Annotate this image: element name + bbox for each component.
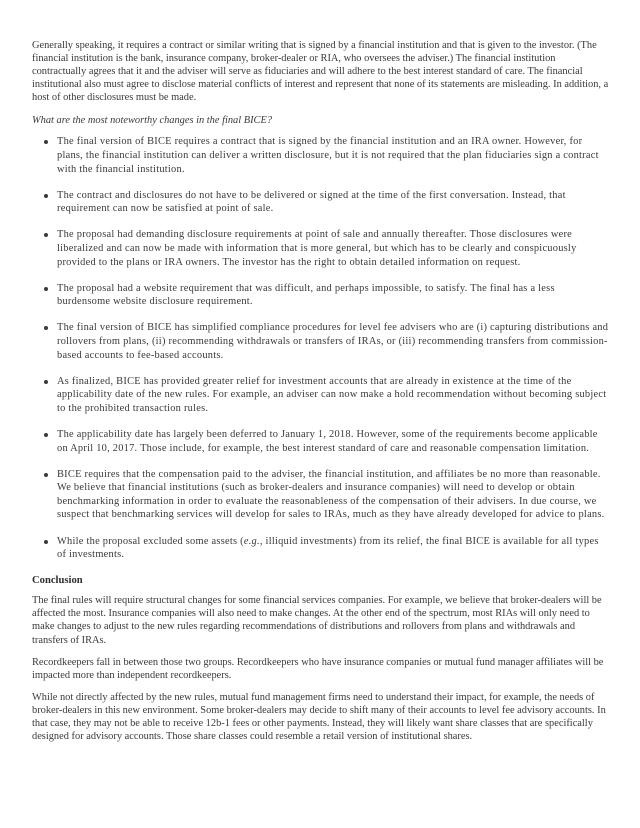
bullet-icon <box>44 540 48 544</box>
list-item <box>32 321 610 362</box>
document-page <box>32 39 610 752</box>
conclusion-paragraph: Recordkeepers fall in between those two groups. Recordkeepers who have insurance companies or mutual fund manager affiliates will be impacted more than independent recordkeepers. <box>32 656 604 681</box>
list-item <box>32 535 610 562</box>
section-question: What are the most noteworthy changes in the final BICE? <box>32 115 273 127</box>
list-item-text: The contract and disclosures do not have to be delivered or signed at the time of the first conversation. Instead, that requirement can now be satisfied at point of sale. <box>57 189 566 215</box>
list-item-text: The final version of BICE requires a contract that is signed by the financial institution and an IRA owner. However, for plans, the financial institution can deliver a written disclosure, but it is not required that the plan fiduciaries sign a contract with the financial institution. <box>57 136 599 175</box>
bullet-icon <box>44 194 48 198</box>
bullet-icon <box>44 380 48 384</box>
list-item <box>32 468 610 522</box>
list-item <box>32 135 610 176</box>
bullet-icon <box>44 287 48 291</box>
list-item-text-after: , illiquid investments) from its relief, the final BICE is available for all types of investments. <box>57 535 599 561</box>
list-item-text-italic: e.g. <box>243 535 260 547</box>
conclusion-heading: Conclusion <box>32 575 83 587</box>
bullet-icon <box>44 473 48 477</box>
list-item-text: The proposal had a website requirement that was difficult, and perhaps impossible, to satisfy. The final has a less burdensome website disclosure requirement. <box>57 282 555 308</box>
list-item <box>32 228 610 269</box>
list-item <box>32 375 610 416</box>
bullet-icon <box>44 140 48 144</box>
list-item-text: The proposal had demanding disclosure requirements at point of sale and annually thereafter. Those disclosures were liberalized and can now be made with information that is more general, but which has to be clearly and conspicuously provided to the plans or IRA owners. The investor has the right to obtain detailed information on request. <box>57 229 577 268</box>
conclusion-paragraph: The final rules will require structural changes for some financial services companies. For example, we believe that broker-dealers will be affected the most. Insurance companies will also need to make changes. At the other end of the spectrum, most RIAs will only need to make changes to adjust to the new rules regarding recommendations of distributions and rollovers from plans and withdrawals and transfers of IRAs. <box>32 595 602 646</box>
list-item <box>32 189 610 216</box>
list-item-text: As finalized, BICE has provided greater relief for investment accounts that are already in existence at the time of the applicability date of the new rules. For example, an adviser can now make a hold recommendation without becoming subject to the prohibited transaction rules. <box>57 375 607 414</box>
list-item-text: BICE requires that the compensation paid to the adviser, the financial institution, and affiliates be no more than reasonable. We believe that financial institutions (such as broker-dealers and insurance companies) will need to develop or obtain benchmarking information in order to evaluate the reasonableness of the compensation of their advisers. In due course, we suspect that benchmarking services will develop for sales to IRAs, much as they have already developed for advice to plans. <box>57 468 605 521</box>
bullet-icon <box>44 326 48 330</box>
list-item <box>32 428 610 455</box>
conclusion-paragraph: While not directly affected by the new rules, mutual fund management firms need to understand their impact, for example, the needs of broker-dealers in this new environment. Some broker-dealers may decide to shift many of their accounts to level fee advisory accounts. In that case, they may not be able to receive 12b-1 fees or other payments. Instead, they will likely want share classes that are specifically designed for advisory accounts. Those share classes could resemble a retail version of institutional shares. <box>32 691 606 743</box>
list-item-text-before: While the proposal excluded some assets ( <box>57 535 244 547</box>
intro-paragraph: Generally speaking, it requires a contract or similar writing that is signed by a financial institution and that is given to the investor. (The financial institution is the bank, insurance company, broker-dealer or RIA, who oversees the adviser.) The financial institution contractually agrees that it and the adviser will serve as fiduciaries and will adhere to the best interest standard of care. The financial institutional also must agree to disclose material conflicts of interest and represent that none of its statements are misleading. In addition, a host of other disclosures must be made. <box>32 40 609 104</box>
list-item-text: The applicability date has largely been deferred to January 1, 2018. However, some of the requirements become applicable on April 10, 2017. Those include, for example, the best interest standard of care and reasonable compensation limitation. <box>57 428 598 454</box>
bullet-icon <box>44 233 48 237</box>
list-item <box>32 282 610 309</box>
changes-list <box>32 135 610 561</box>
bullet-icon <box>44 433 48 437</box>
list-item-text: The final version of BICE has simplified compliance procedures for level fee advisers who are (i) capturing distributions and rollovers from plans, (ii) recommending withdrawals or transfers of IRAs, or (iii) recommending transfers from commission-based accounts to fee-based accounts. <box>57 322 609 361</box>
